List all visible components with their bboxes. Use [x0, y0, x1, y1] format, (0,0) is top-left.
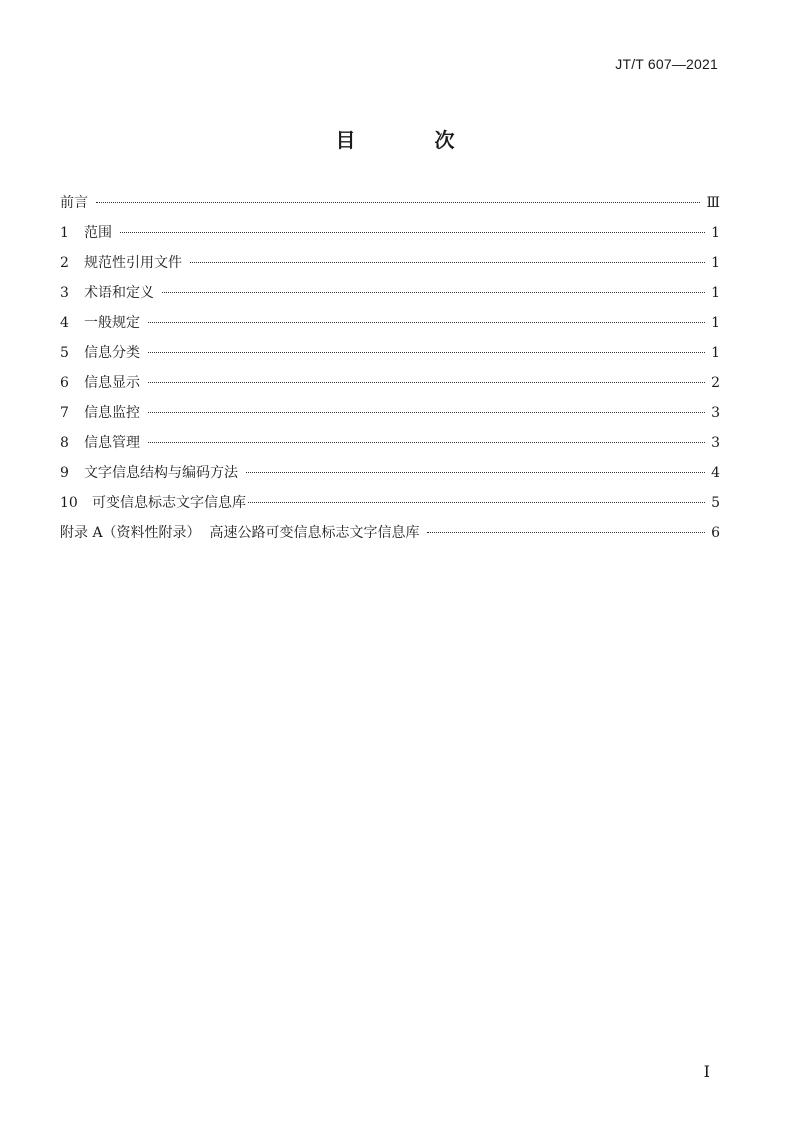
toc-entry-4[interactable]	[60, 313, 720, 343]
toc-entry-number: 6	[60, 375, 69, 391]
toc-entry-label: 附录 A（资料性附录） 高速公路可变信息标志文字信息库	[60, 525, 420, 541]
toc-leader-dots	[162, 292, 705, 293]
toc-entry-number: 2	[60, 255, 69, 271]
toc-leader-dots	[148, 322, 705, 323]
toc-entry-3[interactable]	[60, 283, 720, 313]
toc-entry-label: 文字信息结构与编码方法	[84, 465, 238, 481]
toc-entry-page: 3	[711, 405, 720, 421]
toc-entry-page: 6	[711, 525, 720, 541]
toc-entry-page: 1	[711, 345, 720, 361]
toc-entry-preface[interactable]	[60, 193, 720, 223]
toc-leader-dots	[148, 412, 705, 413]
toc-entry-label: 信息分类	[84, 345, 140, 361]
document-code: JT/T 607—2021	[615, 56, 718, 72]
toc-entry-number: 8	[60, 435, 69, 451]
toc-leader-dots	[246, 472, 705, 473]
toc-entry-page: 2	[711, 375, 720, 391]
toc-entry-number: 1	[60, 225, 69, 241]
page-title: 目 次	[335, 128, 491, 152]
toc-entry-label: 信息管理	[84, 435, 140, 451]
toc-entry-label: 信息显示	[84, 375, 140, 391]
toc-entry-2[interactable]	[60, 253, 720, 283]
toc-leader-dots	[148, 382, 705, 383]
toc-entry-5[interactable]	[60, 343, 720, 373]
toc-leader-dots	[190, 262, 705, 263]
toc-entry-label: 范围	[84, 225, 112, 241]
toc-entry-page: 5	[711, 495, 720, 511]
toc-entry-label: 术语和定义	[84, 285, 154, 301]
toc-entry-number: 4	[60, 315, 69, 331]
toc-entry-label: 前言	[60, 195, 88, 211]
toc-entry-page: 1	[711, 225, 720, 241]
page-number: I	[703, 1062, 710, 1081]
toc-entry-page: 3	[711, 435, 720, 451]
toc-entry-9[interactable]	[60, 463, 720, 493]
toc-entry-page: 4	[711, 465, 720, 481]
toc-entry-number: 5	[60, 345, 69, 361]
toc-entry-label: 规范性引用文件	[84, 255, 182, 271]
toc-entry-page: 1	[711, 285, 720, 301]
toc-entry-label: 一般规定	[84, 315, 140, 331]
toc-entry-page: 1	[711, 255, 720, 271]
toc-leader-dots	[248, 502, 705, 503]
toc-leader-dots	[96, 202, 700, 203]
toc-leader-dots	[148, 352, 705, 353]
toc-entry-page: 1	[711, 315, 720, 331]
toc-entry-page: Ⅲ	[706, 195, 720, 211]
toc-entry-label: 信息监控	[84, 405, 140, 421]
toc-entry-7[interactable]	[60, 403, 720, 433]
toc-entry-number: 9	[60, 465, 69, 481]
toc-leader-dots	[427, 532, 705, 533]
toc-entry-number: 3	[60, 285, 69, 301]
toc-entry-8[interactable]	[60, 433, 720, 463]
table-of-contents	[60, 193, 720, 553]
toc-leader-dots	[120, 232, 705, 233]
toc-entry-6[interactable]	[60, 373, 720, 403]
toc-entry-1[interactable]	[60, 223, 720, 253]
toc-entry-number: 7	[60, 405, 69, 421]
toc-entry-label: 可变信息标志文字信息库	[92, 495, 246, 511]
toc-entry-10[interactable]	[60, 493, 720, 523]
toc-entry-appendix-a[interactable]	[60, 523, 720, 553]
toc-entry-number: 10	[60, 495, 78, 511]
toc-leader-dots	[148, 442, 705, 443]
